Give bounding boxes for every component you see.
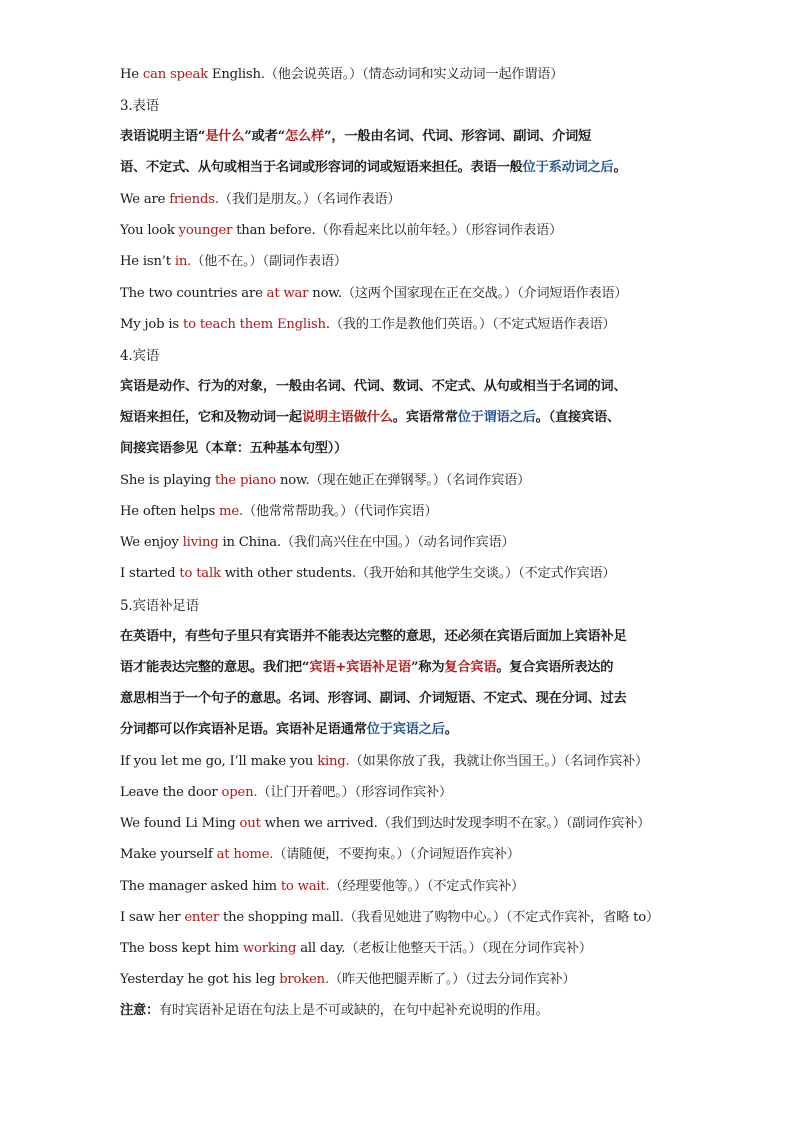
example-younger-seg-0: You look <box>120 223 179 238</box>
def-predicative-2-seg-2: 。 <box>613 160 627 175</box>
def-complement-3 <box>120 689 684 709</box>
def-object-1-seg-0: 宾语是动作、行为的对象，一般由名词、代词、数词、不定式、从句或相当于名词的词、 <box>120 379 627 394</box>
heading-predicative-seg-0: 3.表语 <box>120 98 160 114</box>
note-complement <box>120 1001 684 1021</box>
def-object-2-seg-3: 位于谓语之后 <box>457 410 536 425</box>
def-complement-2-seg-1: 宾语+宾语补足语 <box>309 660 411 675</box>
heading-complement-seg-0: 5.宾语补足语 <box>120 598 199 614</box>
example-piano-seg-0: She is playing <box>120 473 216 488</box>
example-broken <box>120 970 684 990</box>
def-complement-2 <box>120 658 684 678</box>
def-predicative-2-seg-1: 位于系动词之后 <box>522 160 614 175</box>
example-enter-seg-0: I saw her <box>120 910 185 925</box>
def-predicative-1 <box>120 127 684 147</box>
example-king-seg-1: king. <box>317 754 350 769</box>
def-object-3-seg-0: 间接宾语参见（本章：五种基本句型）） <box>120 441 348 456</box>
example-to-wait-seg-1: to wait. <box>280 879 330 894</box>
example-to-wait <box>120 877 684 897</box>
example-to-teach <box>120 315 684 335</box>
example-friends-seg-0: We are <box>120 192 170 207</box>
example-broken-seg-2: （昨天他把腿弄断了。）（过去分词作宾补） <box>328 972 576 987</box>
example-me-seg-0: He often helps <box>120 504 220 519</box>
def-complement-2-seg-3: 复合宾语 <box>444 660 497 675</box>
def-predicative-1-seg-2: ”或者“ <box>244 129 286 144</box>
example-in <box>120 252 684 272</box>
def-object-2-seg-1: 说明主语做什么 <box>301 410 393 425</box>
def-predicative-2-seg-0: 语、不定式、从句或相当于名词或形容词的词或短语来担任。表语一般 <box>120 160 523 175</box>
example-in-seg-2: （他不在。）（副词作表语） <box>191 254 347 269</box>
example-in-seg-1: in. <box>174 254 192 269</box>
example-out-seg-1: out <box>239 816 261 831</box>
example-to-wait-seg-0: The manager asked him <box>120 879 281 894</box>
example-king <box>120 752 684 772</box>
example-piano-seg-1: the piano <box>215 473 276 488</box>
def-complement-2-seg-0: 语才能表达完整的意思。我们把“ <box>120 660 310 675</box>
heading-complement <box>120 596 684 616</box>
heading-object <box>120 346 684 366</box>
example-at-home-seg-1: at home. <box>216 847 274 862</box>
example-living-seg-1: living <box>182 535 219 550</box>
example-friends-seg-1: friends. <box>169 192 219 207</box>
def-object-2 <box>120 408 684 428</box>
example-can-speak-seg-0: He <box>120 67 143 82</box>
example-open-seg-0: Leave the door <box>120 785 222 800</box>
example-working-seg-2: all day.（老板让他整天干活。）（现在分词作宾补） <box>296 941 592 956</box>
example-working-seg-1: working <box>242 941 297 956</box>
def-predicative-1-seg-4: ”，一般由名词、代词、形容词、副词、介词短 <box>324 129 592 144</box>
example-me-seg-1: me. <box>219 504 243 519</box>
example-piano <box>120 471 684 491</box>
example-out <box>120 814 684 834</box>
example-to-teach-seg-0: My job is <box>120 317 183 332</box>
def-complement-2-seg-4: 。复合宾语所表达的 <box>496 660 614 675</box>
example-enter <box>120 908 684 928</box>
example-out-seg-2: when we arrived.（我们到达时发现李明不在家。）（副词作宾补） <box>260 816 651 831</box>
example-to-wait-seg-2: （经理要他等。）（不定式作宾补） <box>329 879 525 894</box>
example-at-war-seg-0: The two countries are <box>120 286 267 301</box>
def-complement-4-seg-1: 位于宾语之后 <box>366 722 445 737</box>
example-broken-seg-0: Yesterday he got his leg <box>120 972 280 987</box>
def-complement-3-seg-0: 意思相当于一个句子的意思。名词、形容词、副词、介词短语、不定式、现在分词、过去 <box>120 691 627 706</box>
example-enter-seg-2: the shopping mall.（我看见她进了购物中心。）（不定式作宾补，省略 to） <box>219 910 659 925</box>
example-king-seg-2: （如果你放了我，我就让你当国王。）（名词作宾补） <box>349 754 649 769</box>
example-to-teach-seg-2: .（我的工作是教他们英语。）（不定式短语作表语） <box>325 317 616 332</box>
example-out-seg-0: We found Li Ming <box>120 816 240 831</box>
example-at-war-seg-2: now.（这两个国家现在正在交战。）（介词短语作表语） <box>308 286 628 301</box>
example-open <box>120 783 684 803</box>
example-living <box>120 533 684 553</box>
example-younger <box>120 221 684 241</box>
example-open-seg-1: open. <box>221 785 258 800</box>
example-can-speak-seg-1: can speak <box>142 67 208 82</box>
heading-predicative <box>120 96 684 116</box>
note-complement-seg-1: 有时宾语补足语在句法上是不可或缺的，在句中起补充说明的作用。 <box>158 1003 549 1018</box>
def-complement-4 <box>120 720 684 740</box>
example-at-home <box>120 845 684 865</box>
def-complement-1 <box>120 627 684 647</box>
def-complement-2-seg-2: ”称为 <box>410 660 445 675</box>
example-at-war-seg-1: at war <box>266 286 309 301</box>
example-at-war <box>120 284 684 304</box>
example-to-talk-seg-1: to talk <box>179 566 221 581</box>
def-object-2-seg-4: 。（直接宾语、 <box>535 410 620 425</box>
def-object-1 <box>120 377 684 397</box>
example-can-speak-seg-2: English.（他会说英语。）（情态动词和实义动词一起作谓语） <box>207 67 564 82</box>
example-to-teach-seg-1: to teach them English <box>183 317 326 332</box>
def-predicative-1-seg-0: 表语说明主语“ <box>120 129 206 144</box>
def-predicative-1-seg-3: 怎么样 <box>285 129 324 144</box>
example-broken-seg-1: broken. <box>279 972 329 987</box>
example-to-talk <box>120 564 684 584</box>
example-open-seg-2: （让门开着吧。）（形容词作宾补） <box>257 785 452 800</box>
note-complement-seg-0: 注意： <box>120 1003 159 1018</box>
example-at-home-seg-0: Make yourself <box>120 847 217 862</box>
example-king-seg-0: If you let me go, I’ll make you <box>120 754 318 769</box>
example-at-home-seg-2: （请随便，不要拘束。）（介词短语作宾补） <box>273 847 520 862</box>
example-living-seg-0: We enjoy <box>120 535 183 550</box>
example-enter-seg-1: enter <box>184 910 220 925</box>
def-predicative-2 <box>120 158 684 178</box>
example-in-seg-0: He isn’t <box>120 254 175 269</box>
example-me <box>120 502 684 522</box>
example-to-talk-seg-2: with other students.（我开始和其他学生交谈。）（不定式作宾语） <box>220 566 616 581</box>
example-living-seg-2: in China.（我们高兴住在中国。）（动名词作宾语） <box>218 535 515 550</box>
def-object-2-seg-2: 。宾语常常 <box>392 410 458 425</box>
def-predicative-1-seg-1: 是什么 <box>205 129 245 144</box>
heading-object-seg-0: 4.宾语 <box>120 348 160 364</box>
example-younger-seg-1: younger <box>178 223 233 238</box>
example-working-seg-0: The boss kept him <box>120 941 243 956</box>
example-friends <box>120 190 684 210</box>
example-working <box>120 939 684 959</box>
example-to-talk-seg-0: I started <box>120 566 180 581</box>
example-younger-seg-2: than before.（你看起来比以前年轻。）（形容词作表语） <box>232 223 563 238</box>
def-object-2-seg-0: 短语来担任，它和及物动词一起 <box>120 410 302 425</box>
def-complement-4-seg-0: 分词都可以作宾语补足语。宾语补足语通常 <box>120 722 367 737</box>
example-friends-seg-2: （我们是朋友。）（名词作表语） <box>218 192 401 207</box>
example-can-speak <box>120 65 684 85</box>
def-object-3 <box>120 439 684 459</box>
def-complement-4-seg-2: 。 <box>444 722 458 737</box>
example-piano-seg-2: now.（现在她正在弹钢琴。）（名词作宾语） <box>275 473 531 488</box>
def-complement-1-seg-0: 在英语中，有些句子里只有宾语并不能表达完整的意思，还必须在宾语后面加上宾语补足 <box>120 629 627 644</box>
example-me-seg-2: （他常常帮助我。）（代词作宾语） <box>242 504 438 519</box>
